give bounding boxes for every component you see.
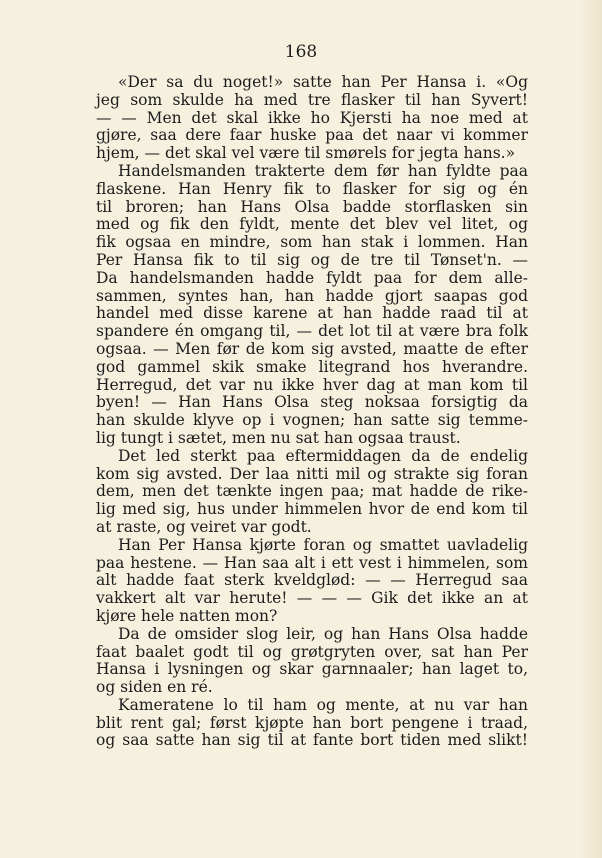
text-line: Hansa i lysningen og skar garnnaaler; han laget to, xyxy=(96,660,528,679)
body-text xyxy=(96,74,528,750)
text-line: paa hestene. — Han saa alt i ett vest i himmelen, som xyxy=(96,553,528,572)
paragraph-1 xyxy=(96,74,528,163)
text-line: blit rent gal; først kjøpte han bort pengene i traad, xyxy=(96,713,528,732)
text-line: Herregud, det var nu ikke hver dag at man kom til xyxy=(96,375,528,394)
text-line: vakkert alt var herute! — — — Gik det ikke an at xyxy=(96,589,528,608)
text-line: handel med disse karene at han hadde raad til at xyxy=(96,304,528,323)
text-line: og saa satte han sig til at fante bort tiden med slikt! xyxy=(96,731,528,750)
text-line: med og fik den fyldt, mente det blev vel litet, og xyxy=(96,215,528,234)
text-line: Det led sterkt paa eftermiddagen da de endelig xyxy=(118,446,528,465)
paragraph-5 xyxy=(96,626,528,697)
text-line: kom sig avsted. Der laa nitti mil og strakte sig foran xyxy=(96,464,528,483)
text-line: Per Hansa fik to til sig og de tre til Tønset'n. — xyxy=(96,250,528,269)
text-line: — — Men det skal ikke ho Kjersti ha noe med at xyxy=(96,108,528,127)
text-line: alt hadde faat sterk kveldglød: — — Herregud saa xyxy=(96,571,528,590)
text-line: flaskene. Han Henry fik to flasker for sig og én xyxy=(96,179,528,198)
text-line: «Der sa du noget!» satte han Per Hansa i. «Og xyxy=(118,73,528,91)
text-line: til broren; han Hans Olsa badde storflasken sin xyxy=(96,197,528,216)
text-line: Han Per Hansa kjørte foran og smattet uavladelig xyxy=(118,535,528,554)
paragraph-6 xyxy=(96,697,528,750)
text-line: Kameratene lo til ham og mente, at nu var han xyxy=(118,695,528,714)
text-line: Da handelsmanden hadde fyldt paa for dem alle- xyxy=(96,268,528,287)
text-line: dem, men det tænkte ingen paa; mat hadde de rike- xyxy=(96,482,528,501)
text-line: hjem, — det skal vel være til smørels for jegta hans.» xyxy=(96,144,516,163)
text-line: jeg som skulde ha med tre flasker til han Syvert! xyxy=(96,90,528,109)
text-line: god gammel skik smake litegrand hos hverandre. xyxy=(96,357,528,376)
text-line: Handelsmanden trakterte dem før han fyldte paa xyxy=(118,161,528,180)
text-line: lig med sig, hus under himmelen hvor de end kom til xyxy=(96,500,528,519)
paragraph-3 xyxy=(96,448,528,537)
text-line: kjøre hele natten mon? xyxy=(96,606,278,625)
text-line: faat baalet godt til og grøtgryten over, sat han Per xyxy=(96,642,528,661)
text-line: at raste, og veiret var godt. xyxy=(96,517,312,536)
page-edge-shadow xyxy=(580,0,602,858)
text-line: gjøre, saa dere faar huske paa det naar vi kommer xyxy=(96,126,528,145)
text-line: og siden en ré. xyxy=(96,678,213,697)
paragraph-2 xyxy=(96,163,528,448)
page-number: 168 xyxy=(284,42,318,62)
text-line: ogsaa. — Men før de kom sig avsted, maatte de efter xyxy=(96,339,528,358)
text-line: sammen, syntes han, han hadde gjort saapas god xyxy=(96,286,528,305)
paragraph-4 xyxy=(96,537,528,626)
text-line: fik ogsaa en mindre, som han stak i lommen. Han xyxy=(96,233,528,252)
text-line: han skulde klyve op i vognen; han satte sig temme- xyxy=(96,411,528,430)
text-line: spandere én omgang til, — det lot til at være bra folk xyxy=(96,322,528,341)
text-line: byen! — Han Hans Olsa steg noksaa forsigtig da xyxy=(96,393,528,412)
text-line: lig tungt i sætet, men nu sat han ogsaa traust. xyxy=(96,428,461,447)
text-line: Da de omsider slog leir, og han Hans Olsa hadde xyxy=(118,624,528,643)
